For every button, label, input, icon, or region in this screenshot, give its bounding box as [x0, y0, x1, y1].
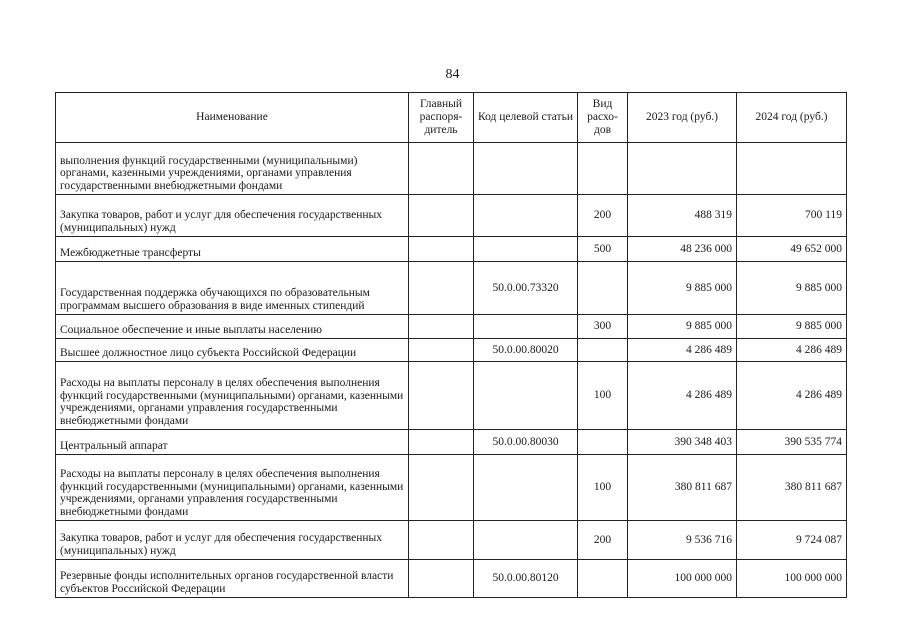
- row-main-manager: [409, 195, 474, 237]
- row-amount-2023: 4 286 489: [628, 339, 737, 362]
- table-row: [56, 237, 847, 262]
- row-main-manager: [409, 262, 474, 315]
- row-main-manager: [409, 315, 474, 339]
- row-target-code: [474, 237, 578, 262]
- row-amount-2023: 488 319: [628, 195, 737, 237]
- row-target-code: [474, 195, 578, 237]
- row-name: Резервные фонды исполнительных органов государственной власти субъектов Российской Федерации: [56, 560, 409, 598]
- row-main-manager: [409, 237, 474, 262]
- row-expense-type: [578, 262, 628, 315]
- column-header-name: Наименование: [56, 93, 409, 143]
- table-row: [56, 315, 847, 339]
- table-row: [56, 521, 847, 560]
- row-amount-2023: [628, 143, 737, 195]
- row-target-code: 50.0.00.80120: [474, 560, 578, 598]
- row-target-code: 50.0.00.80020: [474, 339, 578, 362]
- row-amount-2024: 380 811 687: [737, 455, 847, 521]
- row-amount-2023: 9 885 000: [628, 315, 737, 339]
- budget-table: [55, 92, 847, 598]
- row-target-code: [474, 362, 578, 430]
- column-header-main-manager: Главный распоря-дитель: [409, 93, 474, 143]
- row-amount-2023: 100 000 000: [628, 560, 737, 598]
- row-amount-2024: 100 000 000: [737, 560, 847, 598]
- row-amount-2023: 4 286 489: [628, 362, 737, 430]
- row-main-manager: [409, 362, 474, 430]
- row-main-manager: [409, 560, 474, 598]
- row-target-code: [474, 315, 578, 339]
- table-row: [56, 143, 847, 195]
- row-amount-2024: 700 119: [737, 195, 847, 237]
- table-row: [56, 362, 847, 430]
- row-expense-type: [578, 430, 628, 455]
- row-expense-type: 100: [578, 362, 628, 430]
- row-amount-2023: 9 536 716: [628, 521, 737, 560]
- row-expense-type: 500: [578, 237, 628, 262]
- row-amount-2024: 49 652 000: [737, 237, 847, 262]
- row-name: Закупка товаров, работ и услуг для обеспечения государственных (муниципальных) нужд: [56, 195, 409, 237]
- row-main-manager: [409, 455, 474, 521]
- row-amount-2023: 9 885 000: [628, 262, 737, 315]
- row-expense-type: 100: [578, 455, 628, 521]
- table-row: [56, 455, 847, 521]
- row-main-manager: [409, 521, 474, 560]
- row-amount-2024: 4 286 489: [737, 362, 847, 430]
- row-amount-2024: [737, 143, 847, 195]
- table-row: [56, 339, 847, 362]
- table-body: [56, 143, 847, 598]
- row-expense-type: [578, 339, 628, 362]
- row-expense-type: 200: [578, 195, 628, 237]
- row-amount-2024: 9 885 000: [737, 315, 847, 339]
- row-name: Центральный аппарат: [56, 430, 409, 455]
- row-target-code: [474, 521, 578, 560]
- table-row: [56, 262, 847, 315]
- row-amount-2023: 48 236 000: [628, 237, 737, 262]
- row-amount-2024: 9 724 087: [737, 521, 847, 560]
- row-name: Высшее должностное лицо субъекта Российской Федерации: [56, 339, 409, 362]
- column-header-target-code: Код целевой статьи: [474, 93, 578, 143]
- table-header-row: [56, 93, 847, 143]
- row-expense-type: 200: [578, 521, 628, 560]
- column-header-2024: 2024 год (руб.): [737, 93, 847, 143]
- row-target-code: 50.0.00.73320: [474, 262, 578, 315]
- row-amount-2023: 390 348 403: [628, 430, 737, 455]
- column-header-expense-type: Вид расхо-дов: [578, 93, 628, 143]
- row-name: Расходы на выплаты персоналу в целях обеспечения выполнения функций государственными (муниципальными) органами, казенными учреждениями, органами управления государственными внебюджетными фондами: [56, 362, 409, 430]
- row-expense-type: 300: [578, 315, 628, 339]
- row-main-manager: [409, 339, 474, 362]
- table-row: [56, 560, 847, 598]
- row-expense-type: [578, 560, 628, 598]
- row-name: Расходы на выплаты персоналу в целях обеспечения выполнения функций государственными (муниципальными) органами, казенными учреждениями, органами управления государственными внебюджетными фондами: [56, 455, 409, 521]
- row-target-code: 50.0.00.80030: [474, 430, 578, 455]
- row-name: Закупка товаров, работ и услуг для обеспечения государственных (муниципальных) нужд: [56, 521, 409, 560]
- row-amount-2024: 9 885 000: [737, 262, 847, 315]
- row-amount-2023: 380 811 687: [628, 455, 737, 521]
- row-target-code: [474, 455, 578, 521]
- row-main-manager: [409, 430, 474, 455]
- row-target-code: [474, 143, 578, 195]
- row-name: выполнения функций государственными (муниципальными) органами, казенными учреждениями, органами управления государственными внебюджетными фондами: [56, 143, 409, 195]
- table-row: [56, 430, 847, 455]
- row-name: Государственная поддержка обучающихся по образовательным программам высшего образования в виде именных стипендий: [56, 262, 409, 315]
- page-number: 84: [445, 67, 460, 82]
- table-row: [56, 195, 847, 237]
- row-main-manager: [409, 143, 474, 195]
- row-name: Социальное обеспечение и иные выплаты населению: [56, 315, 409, 339]
- column-header-2023: 2023 год (руб.): [628, 93, 737, 143]
- row-name: Межбюджетные трансферты: [56, 237, 409, 262]
- row-expense-type: [578, 143, 628, 195]
- row-amount-2024: 4 286 489: [737, 339, 847, 362]
- row-amount-2024: 390 535 774: [737, 430, 847, 455]
